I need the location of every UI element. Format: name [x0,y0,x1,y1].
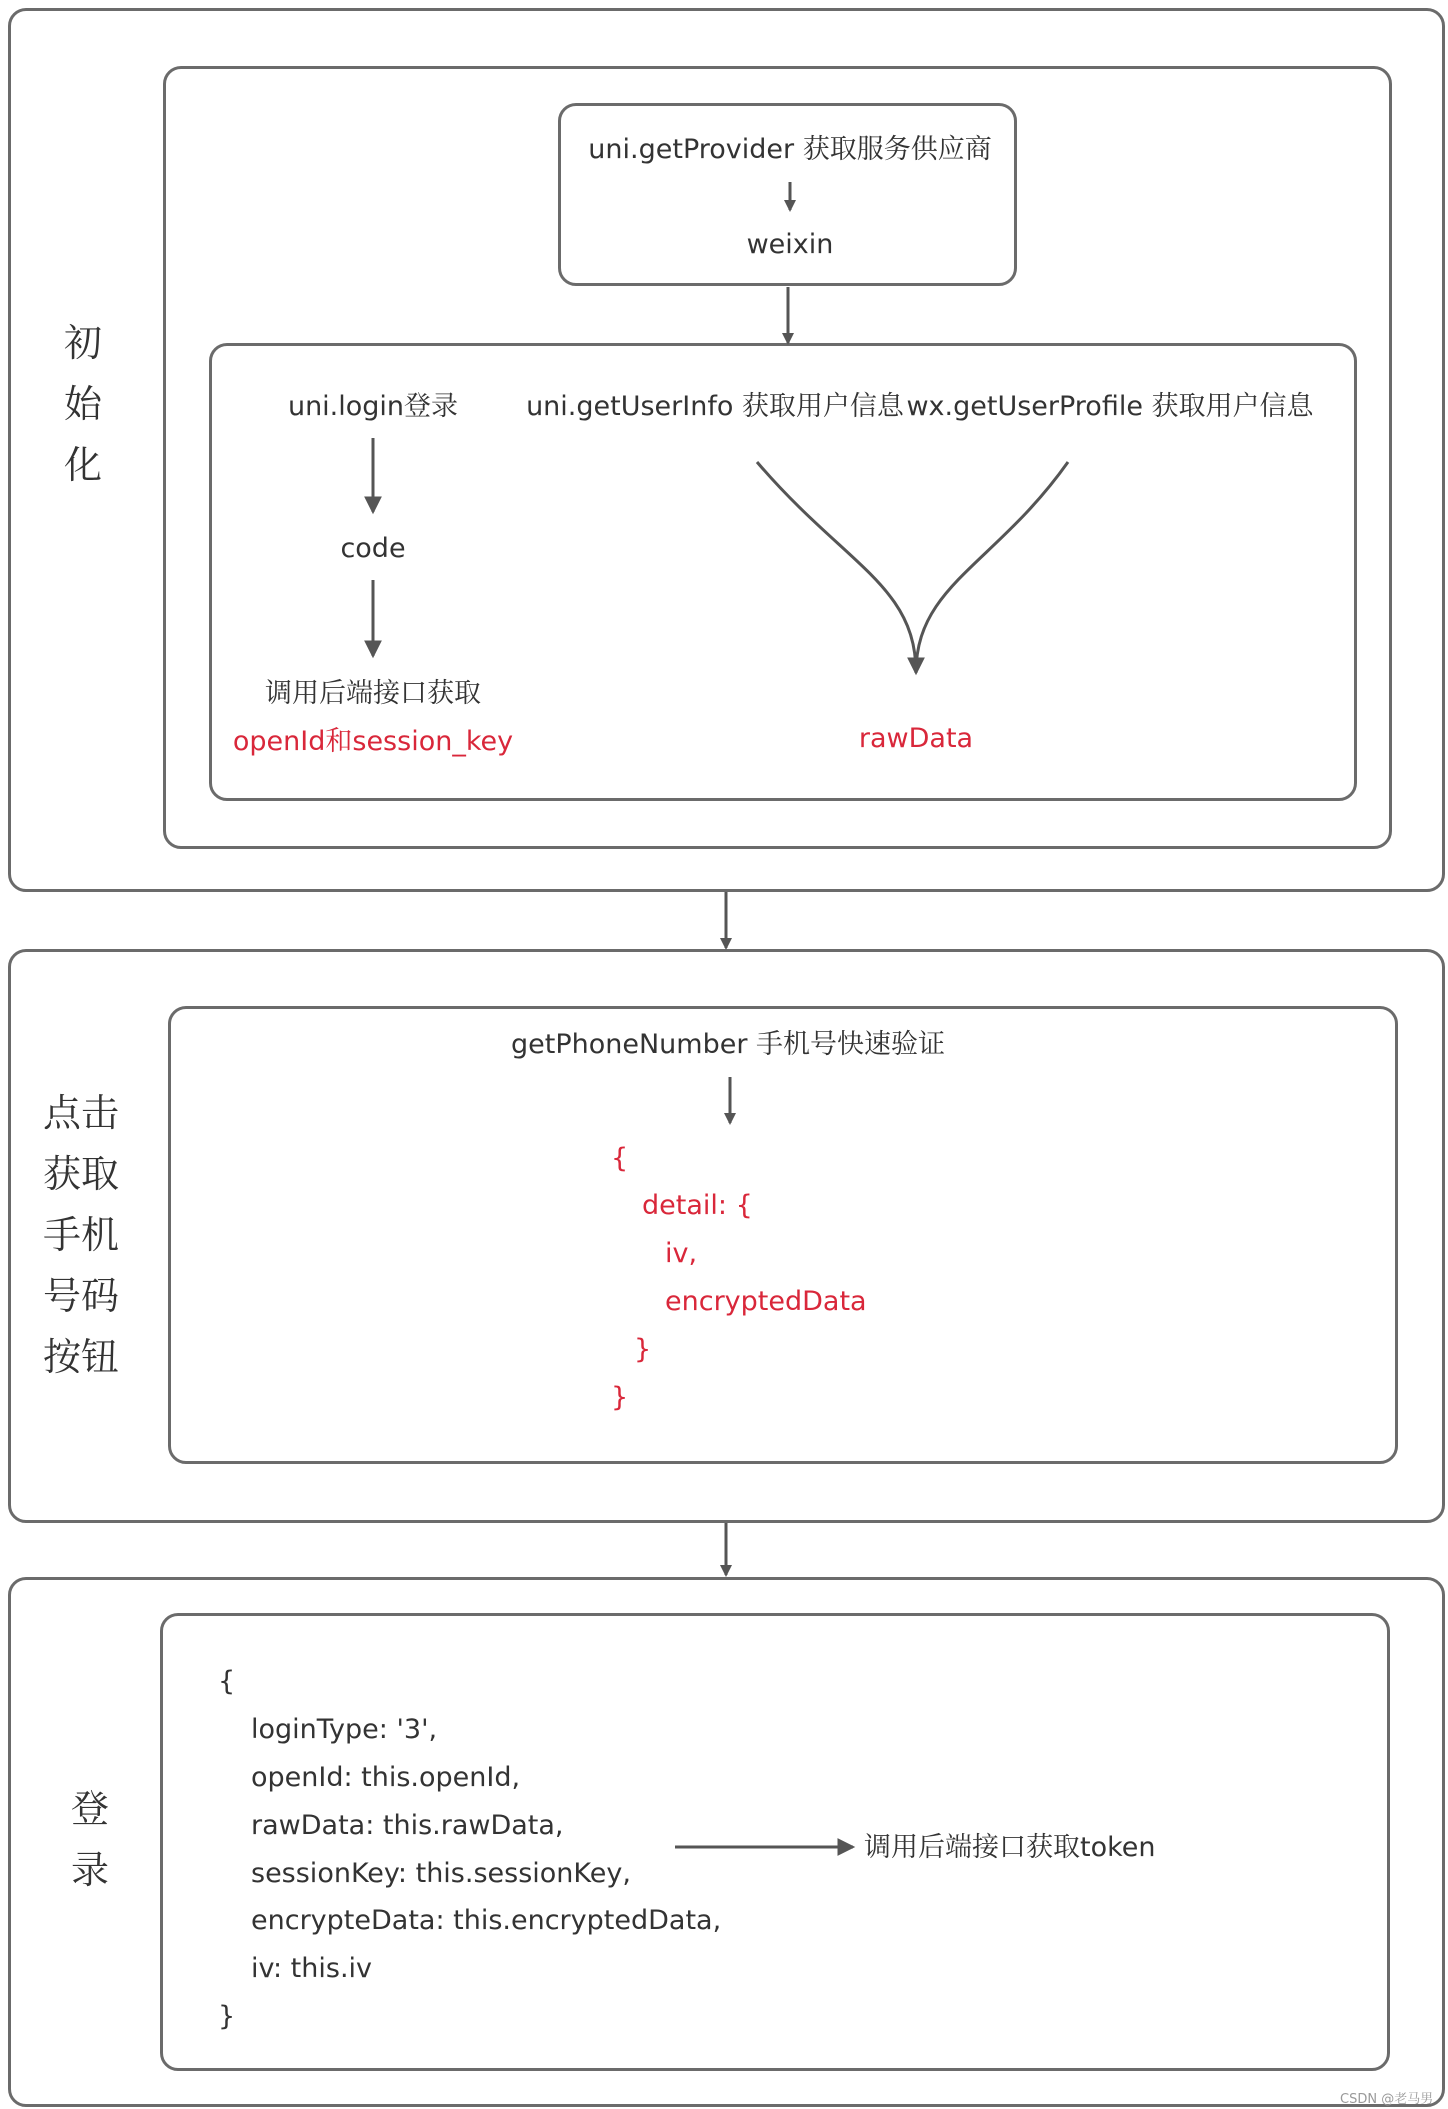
phone-code-line: { [611,1143,629,1174]
login-code-line: encrypteData: this.encryptedData, [251,1905,722,1936]
provider-result-label: weixin [746,229,834,260]
login-code-line: sessionKey: this.sessionKey, [251,1858,631,1889]
phone-code-line: encryptedData [665,1286,867,1317]
phone-code-line: iv, [665,1238,698,1269]
phone-code-line: detail: { [642,1190,753,1221]
provider-label: uni.getProvider 获取服务供应商 [588,134,992,165]
get-user-profile-label: wx.getUserProfile 获取用户信息 [906,391,1314,422]
phone-section-label: 点击 获取 手机 号码 按钮 [42,1091,120,1379]
login-code-line: openId: this.openId, [251,1762,521,1793]
code-label: code [340,533,406,564]
openid-session-label: openId和session_key [232,726,514,757]
login-code-line: loginType: '3', [251,1714,438,1745]
backend-call-label: 调用后端接口获取 [265,678,481,709]
login-section-label: 登 录 [70,1787,110,1892]
login-code-line: } [218,2001,236,2032]
phone-method-label: getPhoneNumber 手机号快速验证 [510,1029,946,1060]
login-code-line: rawData: this.rawData, [251,1810,564,1841]
init-section-label: 初 始 化 [63,321,103,487]
curve-userprofile-rawdata [916,462,1068,673]
login-code-line: iv: this.iv [251,1953,373,1984]
phone-code-line: } [611,1382,629,1413]
watermark: CSDN @老马男 [1340,2092,1434,2107]
phone-code-line: } [634,1334,652,1365]
raw-data-label: rawData [858,723,974,754]
token-result-label: 调用后端接口获取token [864,1832,1156,1863]
get-user-info-label: uni.getUserInfo 获取用户信息 [526,391,904,422]
login-method-label: uni.login登录 [287,391,459,422]
curve-userinfo-rawdata [757,462,916,673]
login-code-line: { [218,1666,236,1697]
